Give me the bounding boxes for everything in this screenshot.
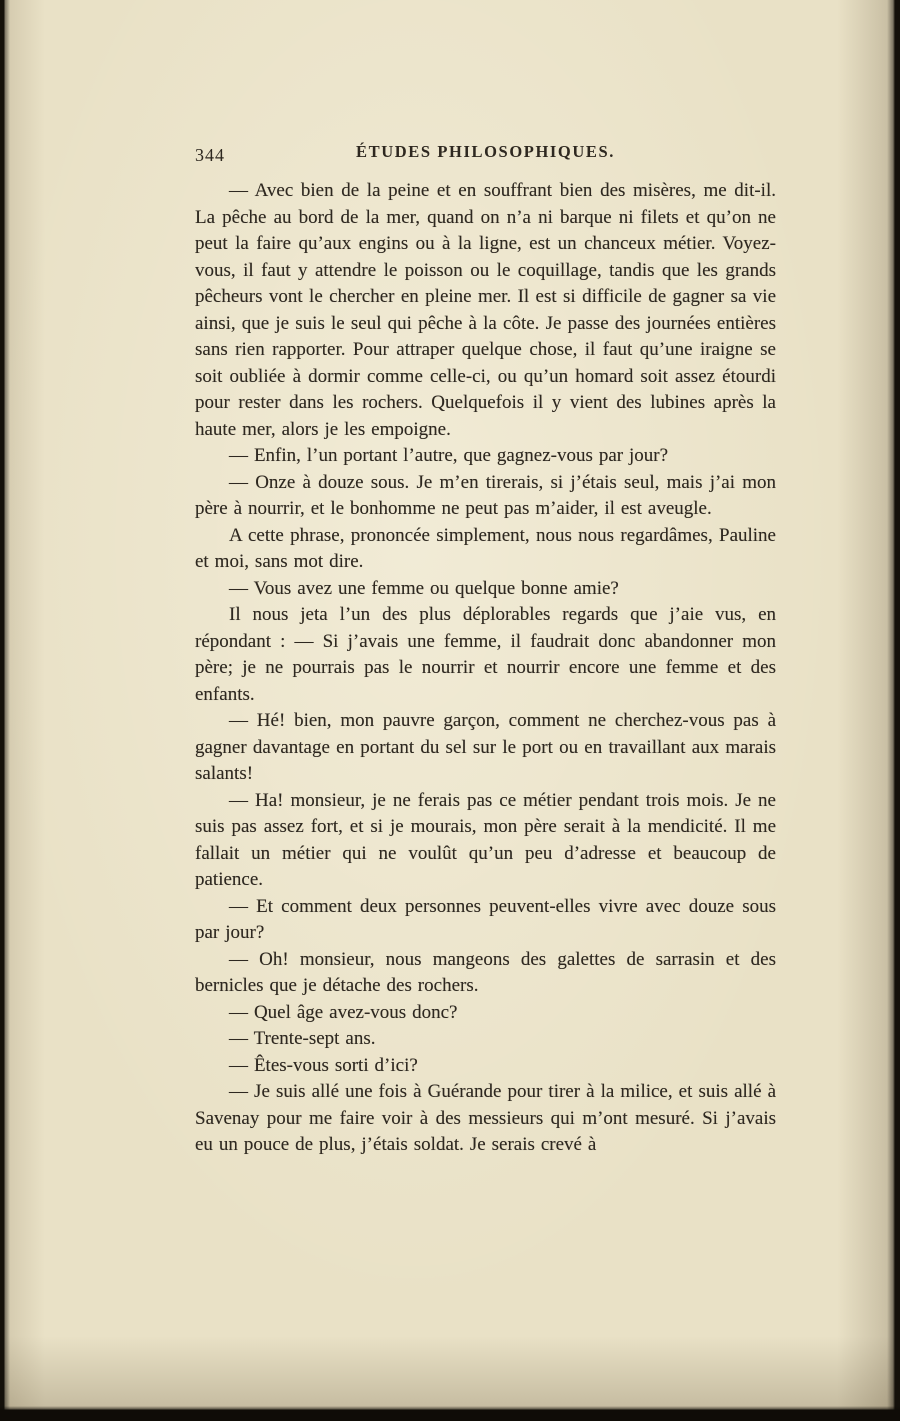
page-header	[195, 142, 776, 170]
page-number: 344	[195, 145, 225, 165]
paragraph: — Et comment deux personnes peuvent-elles vivre avec douze sous par jour?	[195, 895, 776, 943]
paragraph: Il nous jeta l’un des plus déplorables regards que j’aie vus, en répondant : — Si j’avais une femme, il faudrait donc abandonner mon père; je ne pourrais pas le nourrir et nourrir encore une femme et des enfants.	[195, 604, 776, 705]
running-title: ÉTUDES PHILOSOPHIQUES.	[356, 142, 615, 161]
paragraph: — Vous avez une femme ou quelque bonne amie?	[229, 577, 619, 599]
paragraph: — Je suis allé une fois à Guérande pour tirer à la milice, et suis allé à Savenay pour me faire voir à des messieurs qui m’ont mesuré. Si j’avais eu un pouce de plus, j’étais soldat. Je serais crevé à	[195, 1081, 776, 1155]
page-content	[195, 142, 776, 1159]
paragraph: A cette phrase, prononcée simplement, nous nous regardâmes, Pauline et moi, sans mot dire.	[195, 524, 776, 572]
paragraph: — Quel âge avez-vous donc?	[229, 1001, 458, 1023]
paragraph: — Ha! monsieur, je ne ferais pas ce métier pendant trois mois. Je ne suis pas assez fort, et si je mourais, mon père serait à la mendicité. Il me fallait un métier qui ne voulût qu’un peu d’adresse et beaucoup de patience.	[195, 789, 776, 890]
paragraph: — Onze à douze sous. Je m’en tirerais, si j’étais seul, mais j’ai mon père à nourrir, et le bonhomme ne peut pas m’aider, il est aveugle.	[195, 471, 776, 519]
paragraph: — Enfin, l’un portant l’autre, que gagnez-vous par jour?	[229, 445, 669, 466]
paragraph: — Avec bien de la peine et en souffrant bien des misères, me dit-il. La pêche au bord de la mer, quand on n’a ni barque ni filets et qu’on ne peut la faire qu’aux engins ou à la ligne, est un chanceux métier. Voyez-vous, il faut y attendre le poisson ou le coquillage, tandis que les grands pêcheurs vont le chercher en pleine mer. Il est si difficile de gagner sa vie ainsi, que je suis le seul qui pêche à la côte. Je passe des journées entières sans rien rapporter. Pour attraper quelque chose, il faut qu’une iraigne se soit oubliée à dormir comme celle-ci, ou qu’un homard soit assez étourdi pour rester dans les rochers. Quelquefois il y vient des lubines après la haute mer, alors je les empoigne.	[195, 180, 776, 440]
paragraph: — Oh! monsieur, nous mangeons des galettes de sarrasin et des bernicles que je détache des rochers.	[195, 948, 776, 996]
paragraph: — Êtes-vous sorti d’ici?	[229, 1054, 418, 1076]
paragraph: — Hé! bien, mon pauvre garçon, comment ne cherchez-vous pas à gagner davantage en portant du sel sur le port ou en travaillant aux marais salants!	[195, 710, 776, 784]
paragraph: — Trente-sept ans.	[229, 1028, 376, 1049]
page-body	[195, 178, 776, 1159]
